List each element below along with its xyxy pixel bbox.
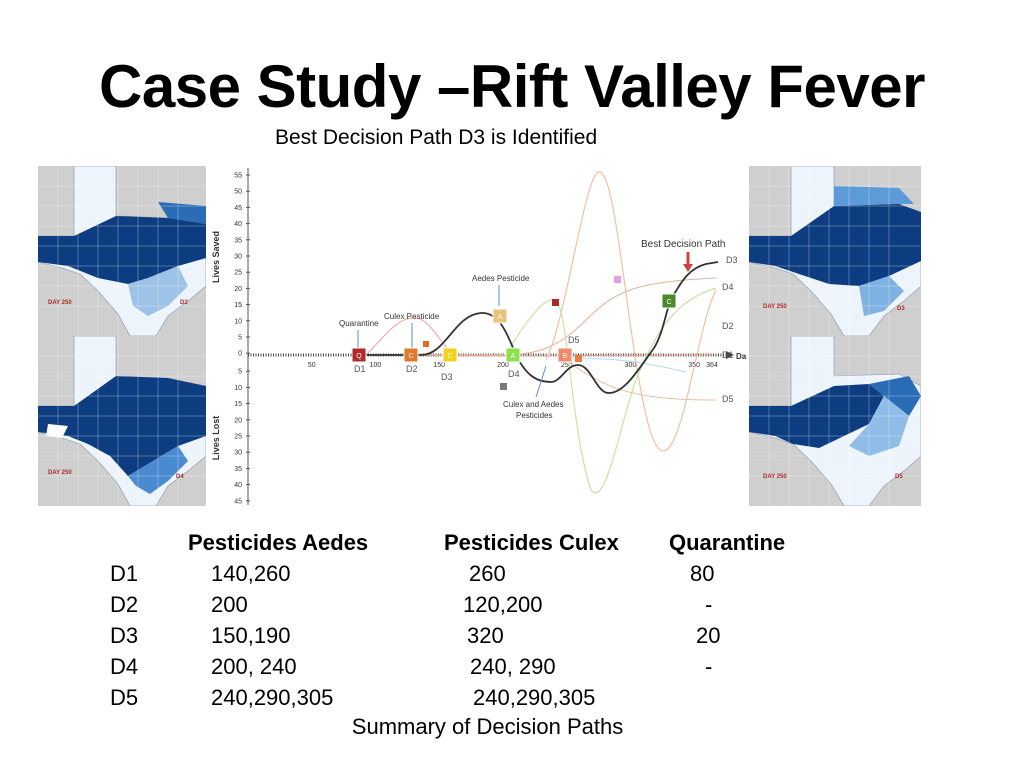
x-tick-label: 350 xyxy=(688,362,700,369)
table-row-culex: 120,200 xyxy=(463,592,543,617)
texas-map-d3 xyxy=(749,166,921,336)
table-row-quarantine: 80 xyxy=(690,561,715,586)
table-row-culex: 260 xyxy=(469,561,506,586)
map-day-label: DAY 250 xyxy=(763,474,787,480)
map-day-label: DAY 250 xyxy=(48,470,72,476)
y-tick-label: 30 xyxy=(234,449,242,457)
path-d5-line xyxy=(546,172,716,451)
decision-marker-letter: Q xyxy=(356,353,362,360)
decision-path-chart xyxy=(206,160,749,510)
table-row-quarantine: - xyxy=(705,654,713,679)
map-path-label: D3 xyxy=(897,306,905,312)
x-tick-label: 250 xyxy=(560,362,573,369)
annotation-culex-pesticide: Culex Pesticide xyxy=(384,312,440,321)
table-row-path: D2 xyxy=(110,592,139,617)
map-day-label: DAY 250 xyxy=(763,304,787,310)
y-tick-label: 0 xyxy=(238,350,242,358)
decision-marker xyxy=(352,348,366,362)
decision-marker-letter: C xyxy=(408,353,414,360)
right-label-d1: D1 xyxy=(722,350,734,360)
table-header-aedes: Pesticides Aedes xyxy=(188,530,369,555)
annotation-culex-aedes-2: Pesticides xyxy=(516,411,553,420)
annotation-culex-aedes: Culex and Aedes xyxy=(503,400,564,409)
decision-marker xyxy=(443,348,457,362)
decision-marker-letter: C xyxy=(447,353,453,360)
x-tick-label: 364 xyxy=(706,362,718,369)
y-tick-label: 15 xyxy=(234,401,242,409)
table-header-quarantine: Quarantine xyxy=(669,530,786,555)
y-tick-label: 5 xyxy=(238,334,242,342)
texas-map-d4 xyxy=(38,336,206,506)
event-marker xyxy=(423,341,429,347)
table-row-culex: 320 xyxy=(467,623,504,648)
right-label-d3: D3 xyxy=(726,255,738,265)
right-label-d4: D4 xyxy=(722,282,734,292)
slide-subtitle: Best Decision Path D3 is Identified xyxy=(275,126,598,149)
event-marker xyxy=(575,355,582,362)
y-tick-label: 20 xyxy=(234,285,242,293)
texas-map-d5 xyxy=(749,336,921,506)
table-header-culex: Pesticides Culex xyxy=(444,530,619,555)
map-path-label: D4 xyxy=(176,474,184,480)
decision-marker xyxy=(506,348,520,362)
table-row-path: D3 xyxy=(110,623,139,648)
right-label-d5: D5 xyxy=(722,394,734,404)
right-label-d2: D2 xyxy=(722,321,734,331)
table-row-aedes: 150,190 xyxy=(211,623,291,648)
table-row-quarantine: 20 xyxy=(696,623,721,648)
event-marker xyxy=(614,276,621,283)
decision-marker xyxy=(493,309,507,323)
y-tick-label: 25 xyxy=(234,269,242,277)
y-tick-label: 40 xyxy=(234,221,242,229)
event-marker xyxy=(552,299,559,306)
event-marker xyxy=(500,383,507,390)
path-label-d5: D5 xyxy=(568,335,580,345)
path-label-d2: D2 xyxy=(406,364,418,374)
map-day-label: DAY 250 xyxy=(48,300,72,306)
table-row-path: D5 xyxy=(110,685,139,710)
table-caption: Summary of Decision Paths xyxy=(351,714,624,739)
path-label-d4: D4 xyxy=(508,369,520,379)
decision-marker xyxy=(558,348,572,362)
y-tick-label: 15 xyxy=(234,302,242,310)
path-label-d3: D3 xyxy=(441,372,453,382)
table-row-culex: 240,290,305 xyxy=(473,685,596,710)
path-label-d1: D1 xyxy=(354,364,366,374)
slide-title: Case Study –Rift Valley Fever xyxy=(99,53,925,120)
y-tick-label: 45 xyxy=(234,498,242,506)
x-tick-label: 200 xyxy=(497,362,509,369)
decision-marker-letter: A xyxy=(510,353,516,360)
x-tick-label: 100 xyxy=(369,362,382,369)
y-axis-label-saved: Lives Saved xyxy=(211,230,221,284)
x-tick-label: 300 xyxy=(624,362,637,369)
table-row-quarantine: - xyxy=(705,592,713,617)
y-tick-label: 35 xyxy=(234,465,242,473)
decision-marker-letter: C xyxy=(666,299,672,306)
annotation-quarantine: Quarantine xyxy=(339,319,379,328)
y-axis-label-lost: Lives Lost xyxy=(211,415,221,461)
y-tick-label: 40 xyxy=(234,482,242,490)
x-tick-label: 50 xyxy=(307,362,316,369)
x-axis-label: Da xyxy=(736,352,747,361)
annotation-aedes-pesticide: Aedes Pesticide xyxy=(472,274,530,283)
decision-marker-letter: A xyxy=(497,314,503,321)
decision-marker-letter: B xyxy=(562,353,568,360)
decision-marker xyxy=(662,294,676,308)
table-row-aedes: 200 xyxy=(211,592,248,617)
annotation-best-path: Best Decision Path xyxy=(641,239,726,250)
table-row-aedes: 240,290,305 xyxy=(211,685,334,710)
y-tick-label: 10 xyxy=(234,318,242,326)
y-tick-label: 10 xyxy=(234,384,242,392)
decision-marker xyxy=(404,348,418,362)
map-path-label: D5 xyxy=(895,474,903,480)
y-tick-label: 45 xyxy=(234,204,242,212)
table-row-path: D1 xyxy=(110,561,139,586)
table-row-path: D4 xyxy=(110,654,139,679)
table-row-aedes: 140,260 xyxy=(211,561,291,586)
y-tick-label: 50 xyxy=(234,188,242,196)
y-tick-label: 20 xyxy=(234,417,242,425)
table-row-aedes: 200, 240 xyxy=(211,654,297,679)
y-tick-label: 35 xyxy=(234,237,242,245)
y-tick-label: 30 xyxy=(234,253,242,261)
path-d4-line xyxy=(506,288,716,493)
y-tick-label: 55 xyxy=(234,172,242,180)
y-tick-label: 25 xyxy=(234,433,242,441)
texas-map-d2 xyxy=(38,166,206,336)
map-path-label: D2 xyxy=(180,300,188,306)
y-tick-label: 5 xyxy=(238,368,242,376)
table-row-culex: 240, 290 xyxy=(470,654,556,679)
x-tick-label: 150 xyxy=(433,362,446,369)
